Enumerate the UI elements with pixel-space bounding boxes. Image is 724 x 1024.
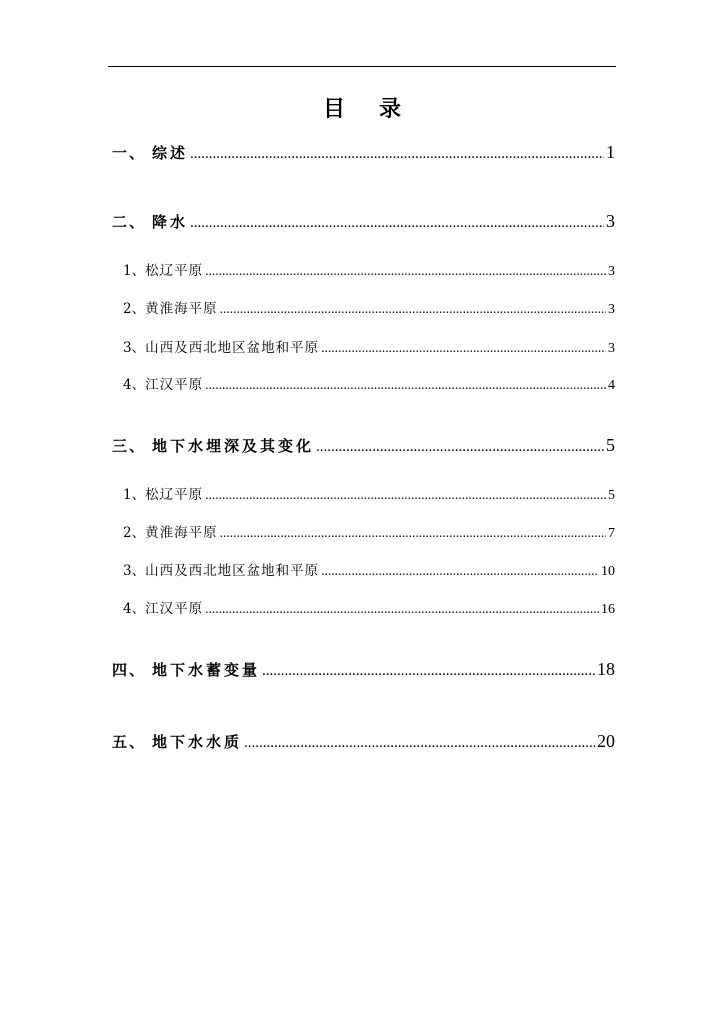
title-char-2: 录: [379, 96, 402, 122]
dot-leader: [205, 377, 606, 393]
toc-item-2-2[interactable]: [123, 297, 615, 318]
section-number: 一、: [112, 144, 147, 162]
toc-section-2[interactable]: [112, 211, 615, 232]
toc-section-1[interactable]: [112, 142, 615, 163]
toc-item-2-4[interactable]: [123, 373, 615, 394]
page-number: 1: [606, 142, 615, 162]
page-number: 3: [608, 341, 615, 356]
section-title: 地下水埋深及其变化: [152, 437, 315, 455]
dot-leader: [220, 525, 606, 541]
dot-leader: [244, 735, 595, 752]
dot-leader: [262, 663, 595, 680]
page-number: 18: [597, 659, 615, 679]
page-number: 10: [601, 564, 615, 579]
page-number: 3: [608, 302, 615, 317]
item-title: 松辽平原: [145, 263, 204, 279]
page-number: 5: [606, 435, 615, 455]
item-number: 3、: [123, 340, 146, 356]
item-title: 江汉平原: [145, 601, 204, 617]
item-number: 3、: [123, 563, 146, 579]
dot-leader: [321, 563, 599, 579]
section-title: 综述: [152, 144, 189, 162]
toc-item-3-3[interactable]: [123, 559, 615, 580]
toc-section-4[interactable]: [112, 659, 615, 680]
dot-leader: [190, 215, 604, 232]
section-title: 地下水蓄变量: [152, 661, 261, 679]
dot-leader: [205, 601, 599, 617]
item-number: 4、: [123, 377, 146, 393]
item-number: 1、: [123, 487, 146, 503]
dot-leader: [220, 301, 606, 317]
item-number: 1、: [123, 263, 146, 279]
item-title: 黄淮海平原: [145, 301, 218, 317]
item-title: 山西及西北地区盆地和平原: [145, 563, 320, 579]
section-number: 三、: [112, 437, 147, 455]
page-number: 3: [606, 211, 615, 231]
dot-leader: [316, 439, 604, 456]
page-number: 3: [608, 264, 615, 279]
section-title: 地下水水质: [152, 733, 243, 751]
section-number: 二、: [112, 213, 147, 231]
page-number: 20: [597, 731, 615, 751]
page-number: 7: [608, 526, 615, 541]
item-number: 4、: [123, 601, 146, 617]
toc-section-5[interactable]: [112, 731, 615, 752]
item-title: 江汉平原: [145, 377, 204, 393]
page-number: 5: [608, 488, 615, 503]
toc-item-3-4[interactable]: [123, 597, 615, 618]
page-number: 16: [601, 602, 615, 617]
dot-leader: [321, 340, 606, 356]
dot-leader: [205, 263, 606, 279]
dot-leader: [205, 487, 606, 503]
item-title: 黄淮海平原: [145, 525, 218, 541]
toc-item-3-2[interactable]: [123, 521, 615, 542]
toc-item-2-1[interactable]: [123, 259, 615, 280]
title-char-1: 目: [322, 96, 345, 122]
section-number: 五、: [112, 733, 147, 751]
toc-item-3-1[interactable]: [123, 483, 615, 504]
item-number: 2、: [123, 525, 146, 541]
item-title: 松辽平原: [145, 487, 204, 503]
section-title: 降水: [152, 213, 189, 231]
toc-item-2-3[interactable]: [123, 336, 615, 357]
page-number: 4: [608, 378, 615, 393]
item-title: 山西及西北地区盆地和平原: [145, 340, 320, 356]
toc-section-3[interactable]: [112, 435, 615, 456]
item-number: 2、: [123, 301, 146, 317]
section-number: 四、: [112, 661, 147, 679]
dot-leader: [190, 146, 604, 163]
